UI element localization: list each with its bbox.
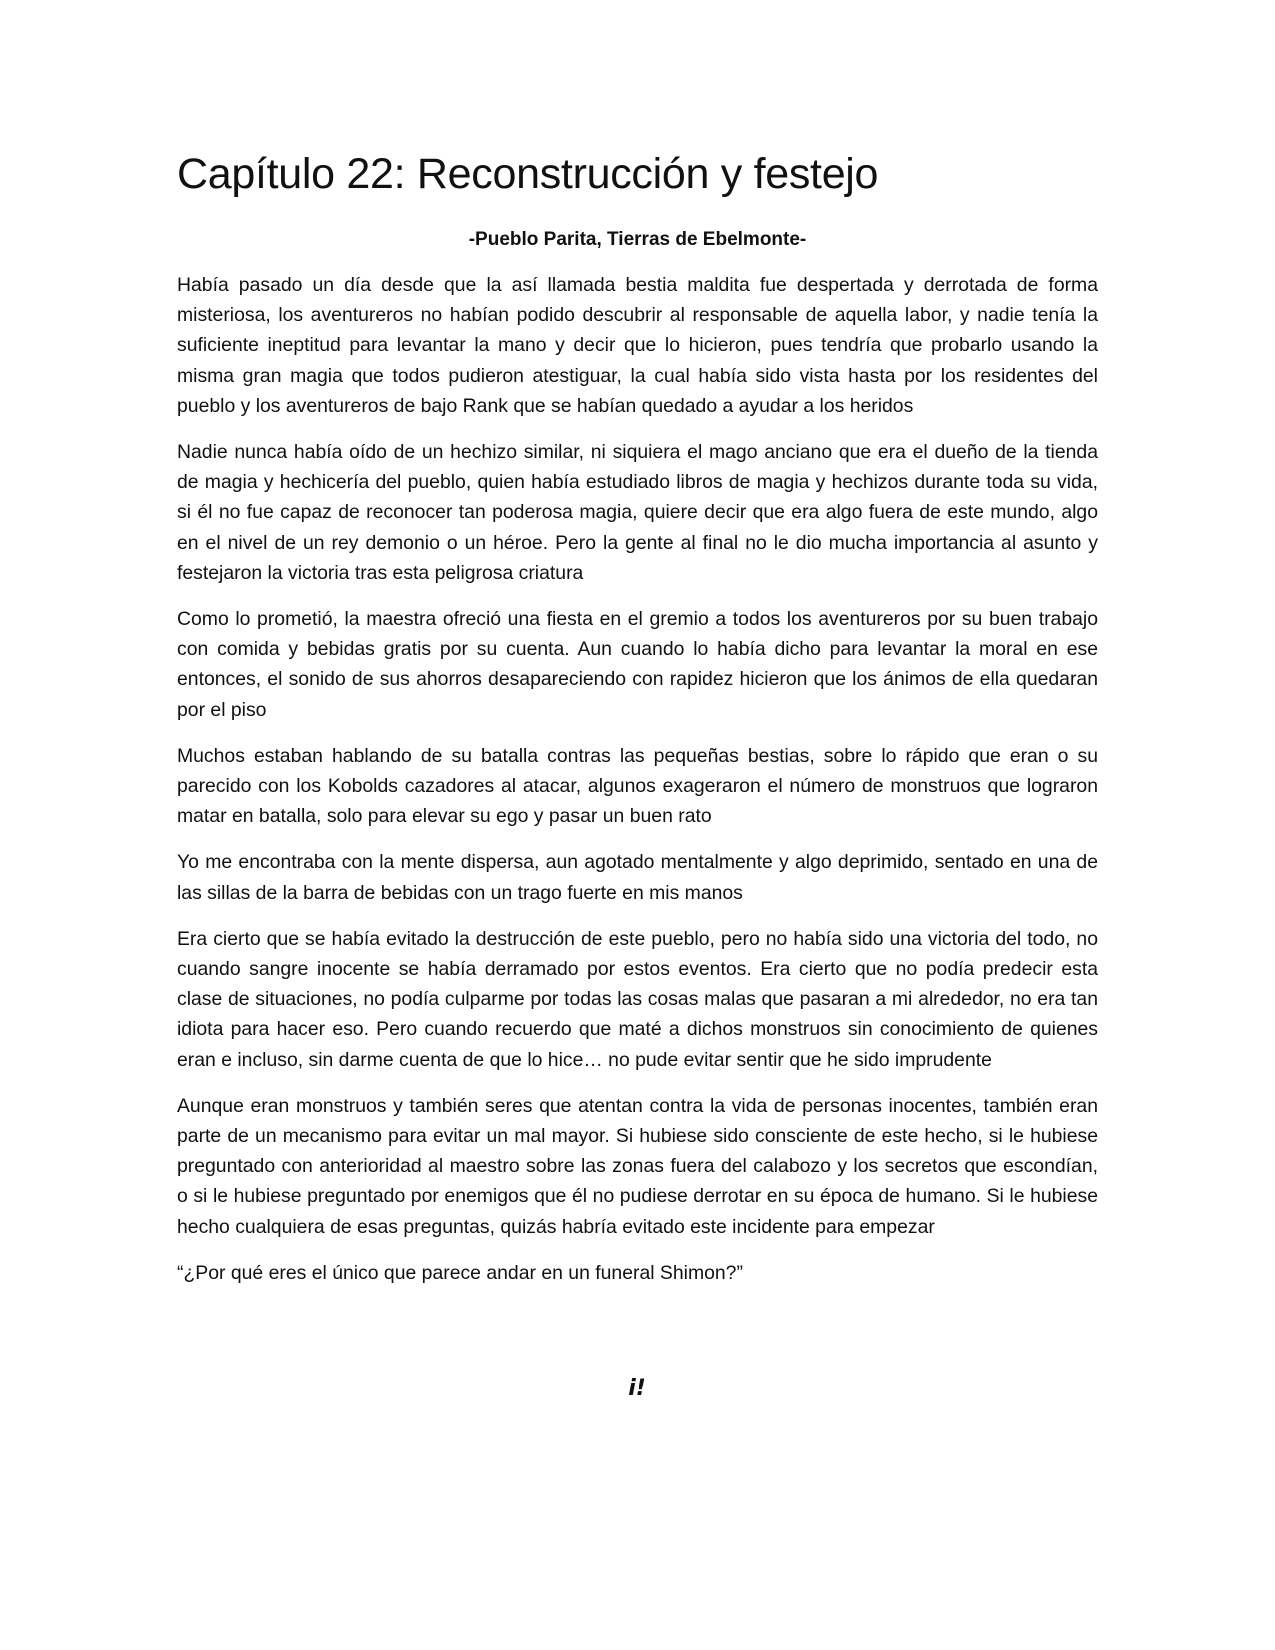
paragraph: Era cierto que se había evitado la destrucción de este pueblo, pero no había sido una victoria del todo, no cuando sangre inocente se había derramado por estos eventos. Era cierto que no podía predecir esta clase de situaciones, no podía culparme por todas las cosas malas que pasaran a mi alrededor, no era tan idiota para hacer eso. Pero cuando recuerdo que maté a dichos monstruos sin conocimiento de quienes eran e incluso, sin darme cuenta de que lo hice… no pude evitar sentir que he sido imprudente bbox=[177, 927, 1098, 1071]
paragraph: Como lo prometió, la maestra ofreció una fiesta en el gremio a todos los aventureros por su buen trabajo con comida y bebidas gratis por su cuenta. Aun cuando lo había dicho para levantar la moral en ese entonces, el sonido de sus ahorros desapareciendo con rapidez hicieron que los ánimos de ella quedaran por el piso bbox=[177, 608, 1098, 721]
page-mark-logo: i! bbox=[628, 1376, 646, 1401]
paragraph: Nadie nunca había oído de un hechizo similar, ni siquiera el mago anciano que era el dueño de la tienda de magia y hechicería del pueblo, quien había estudiado libros de magia y hechizos durante toda su vida, si él no fue capaz de reconocer tan poderosa magia, quiere decir que era algo fuera de este mundo, algo en el nivel de un rey demonio o un héroe. Pero la gente al final no le dio mucha importancia al asunto y festejaron la victoria tras esta peligrosa criatura bbox=[177, 441, 1098, 584]
location-subtitle: -Pueblo Parita, Tierras de Ebelmonte- bbox=[468, 229, 807, 250]
chapter-title: Capítulo 22: Reconstrucción y festejo bbox=[177, 150, 879, 198]
paragraph: Muchos estaban hablando de su batalla contras las pequeñas bestias, sobre lo rápido que eran o su parecido con los Kobolds cazadores al atacar, algunos exageraron el número de monstruos que lograron matar en batalla, solo para elevar su ego y pasar un buen rato bbox=[177, 744, 1098, 828]
paragraph: Yo me encontraba con la mente dispersa, aun agotado mentalmente y algo deprimido, sentado en una de las sillas de la barra de bebidas con un trago fuerte en mis manos bbox=[177, 851, 1098, 904]
paragraph: Había pasado un día desde que la así llamada bestia maldita fue despertada y derrotada de forma misteriosa, los aventureros no habían podido descubrir al responsable de aquella labor, y nadie tenía la suficiente ineptitud para levantar la mano y decir que lo hicieron, pues tendría que probarlo usando la misma gran magia que todos pudieron atestiguar, la cual había sido vista hasta por los residentes del pueblo y los aventureros de bajo Rank que se habían quedado a ayudar a los heridos bbox=[177, 274, 1098, 417]
dialogue-line: “¿Por qué eres el único que parece andar en un funeral Shimon?” bbox=[177, 1261, 743, 1284]
chapter-body bbox=[177, 270, 1098, 1288]
paragraph: Aunque eran monstruos y también seres que atentan contra la vida de personas inocentes, también eran parte de un mecanismo para evitar un mal mayor. Si hubiese sido consciente de este hecho, si le hubiese preguntado con anterioridad al maestro sobre las zonas fuera del calabozo y los secretos que escondían, o si le hubiese preguntado por enemigos que él no pudiese derrotar en su época de humano. Si le hubiese hecho cualquiera de esas preguntas, quizás habría evitado este incidente para empezar bbox=[177, 1094, 1098, 1238]
